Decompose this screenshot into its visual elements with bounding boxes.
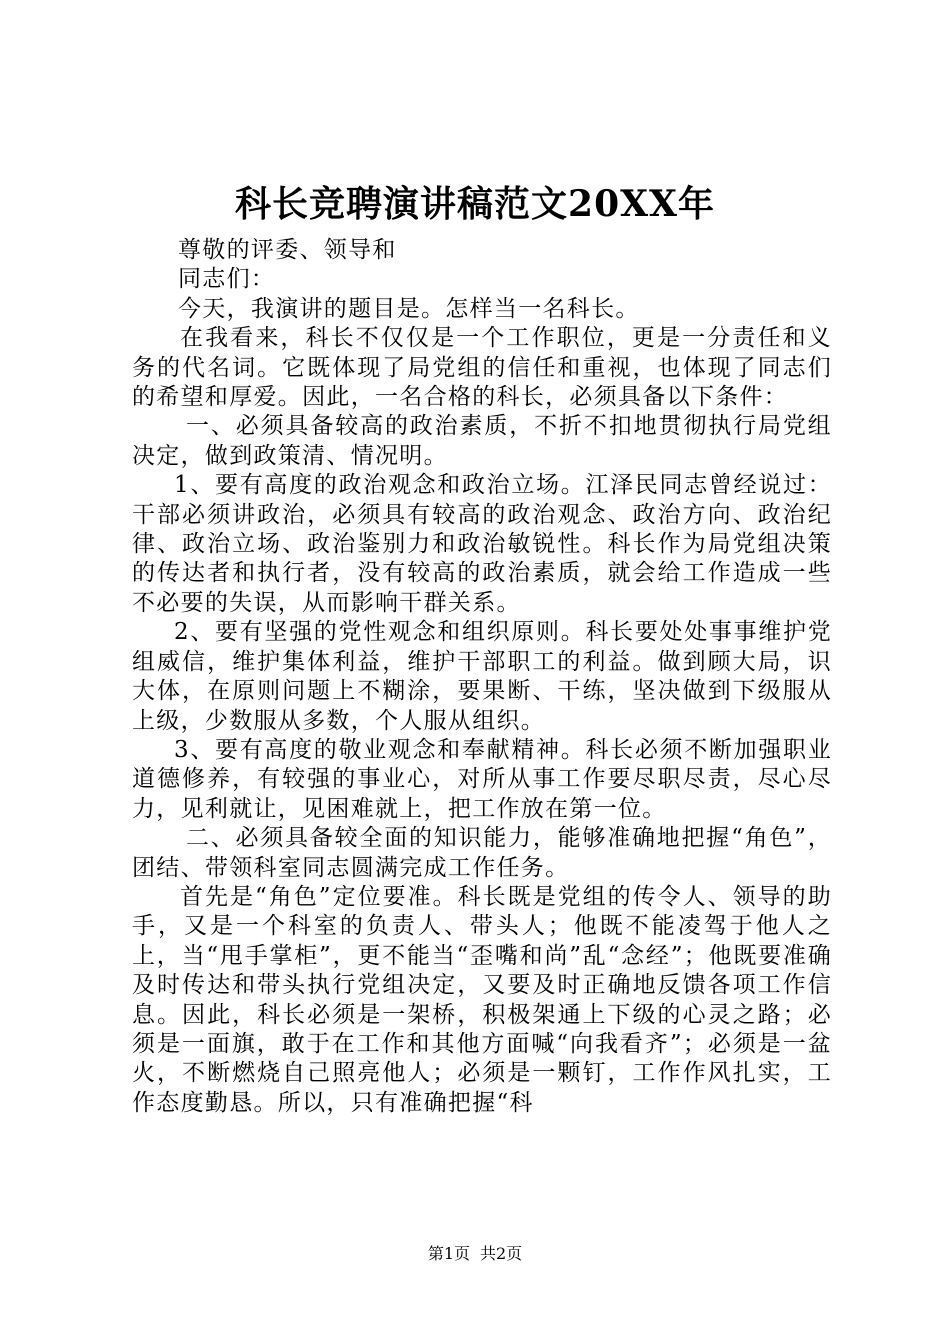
page-number: 第1页 <box>427 1244 470 1263</box>
paragraph-role: 首先是“角色”定位要准。科长既是党组的传令人、领导的助手，又是一个科室的负责人、带头人；他既不能凌驾于他人之上，当“甩手掌柜”，更不能当“歪嘴和尚”乱“念经”；他既要准确及时传达和带头执行党组决定，又要及时正确地反馈各项工作信息。因此，科长必须是一架桥，积极架通上下级的心灵之路；必须是一面旗，敢于在工作和其他方面喊“向我看齐”；必须是一盆火，不断燃烧自己照亮他人；必须是一颗钉，工作作风扎实，工作态度勤恳。所以，只有准确把握“科 <box>132 883 832 1116</box>
paragraph-intro: 在我看来，科长不仅仅是一个工作职位，更是一分责任和义务的代名词。它既体现了局党组的信任和重视，也体现了同志们的希望和厚爱。因此，一名合格的科长，必须具备以下条件： <box>132 325 832 411</box>
document-body <box>132 236 832 1118</box>
paragraph-point-3: 3、要有高度的敬业观念和奉献精神。科长必须不断加强职业道德修养，有较强的事业心，对所从事工作要尽职尽责，尽心尽力，见利就让，见困难就上，把工作放在第一位。 <box>132 736 832 822</box>
paragraph-point-2: 2、要有坚强的党性观念和组织原则。科长要处处事事维护党组威信，维护集体利益，维护干部职工的利益。做到顾大局，识大体，在原则问题上不糊涂，要果断、干练，坚决做到下级服从上级，少数服从多数，个人服从组织。 <box>132 619 832 734</box>
paragraph-topic: 今天，我演讲的题目是。怎样当一名科长。 <box>178 295 640 322</box>
salutation-line-2: 同志们： <box>178 266 276 293</box>
document-title: 科长竞聘演讲稿范文20XX年 <box>235 183 715 225</box>
salutation-line-1: 尊敬的评委、领导和 <box>178 237 397 263</box>
section-heading-1: 一、必须具备较高的政治素质，不折不扣地贯彻执行局党组决定，做到政策清、情况明。 <box>132 413 832 469</box>
paragraph-point-1: 1、要有高度的政治观念和政治立场。江泽民同志曾经说过：干部必须讲政治，必须具有较高的政治观念、政治方向、政治纪律、政治立场、政治鉴别力和政治敏锐性。科长作为局党组决策的传达者和执行者，没有较高的政治素质，就会给工作造成一些不必要的失误，从而影响干群关系。 <box>132 472 832 616</box>
section-heading-2: 二、必须具备较全面的知识能力，能够准确地把握“角色”，团结、带领科室同志圆满完成工作任务。 <box>132 825 832 881</box>
page-total: 共2页 <box>480 1244 523 1263</box>
page-footer <box>0 1244 950 1264</box>
